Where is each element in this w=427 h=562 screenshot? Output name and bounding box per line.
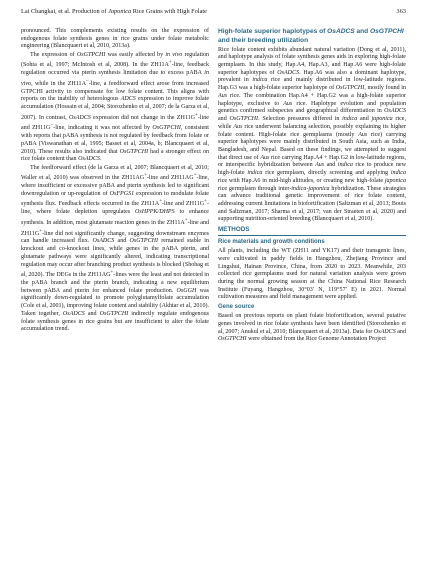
right-column: [218, 28, 406, 345]
paragraph: The expression of OsGTPCHI was easily affected by in vivo regulation (Sohta et al, 1997; McIntosh et al, 2008). In the ZH11A+-line, feedback regulation occurred via pterin synthesis limitation due to excess pABA in vivo, while in the ZH11A−-line, a feedforward effect arose from increased GTPCHI activity to compensate for low folate content. This aligns with reports on the inability of heterologous ADCS expression to improve folate accumulation (Hossain et al, 2004; Storozhenko et al, 2007; de la Garza et al, 2007). In contrast, OsADCS expression did not change in the ZH11G+-line and ZH11G−-line, indicating it was not affected by OsGTPCHI, consistent with reports that pABA synthesis is not regulated by feedback from folate or pABA (Viswanathan et al, 1995; Basset et al, 2004a, b; Blancquaert et al, 2010). These results also indicated that OsGTPCHI had a stronger effect on rice folate content than OsADCS.: [21, 51, 210, 163]
running-title: Lai Changkai, et al. Production of Japonica Rice Grains with High Folate: [21, 8, 207, 15]
page-number: 363: [396, 8, 406, 15]
left-column-body: [21, 28, 209, 334]
paragraph: pronounced. This complements existing results on the expression of endogenous folate synthesis genes in rice grains under folate metabolic engineering (Blancquaert et al, 2010, 2013a).: [21, 28, 209, 50]
right-column-body: [218, 47, 406, 225]
left-column: [21, 28, 209, 335]
section-heading-haplotypes: High-folate superior haplotypes of OsADCS and OsGTPCHI and their breeding utilization: [218, 28, 404, 44]
subsection-body-gene-source: [218, 313, 406, 344]
running-header: [21, 6, 406, 18]
paragraph: All plants, including the WT (ZH11 and YK17) and their transgenic lines, were cultivated in paddy fields in Hangzhou, Zhejiang Province and Lingshui, Hainan Province, China, from 2020 to 2023. Meanwhile, 203 collected rice germplasms used for natural variation analysis were grown during the normal growing season at the China National Rice Research Institute (Fuyang, Hangzhou, 30°03′ N, 119°57′ E) in 2021. Normal cultivation measures and field management were applied.: [218, 248, 406, 301]
subsection-body-rice-materials: [218, 248, 406, 302]
subsection-heading-rice-materials: Rice materials and growth conditions: [218, 239, 325, 246]
paragraph: Based on previous reports on plant folate biofortification, several putative genes involved in rice folate synthesis have been identified (Storozhenko et al, 2007; Anukul et al, 2010; Blancquaert et al, 2013a). Data for OsADCS and OsGTPCHI were obtained from the Rice Genome Annotation Project: [218, 313, 406, 343]
methods-heading: METHODS: [218, 226, 250, 234]
paragraph: The feedforward effect (de la Garza et al, 2007; Blancquaert et al, 2010; Waller et al, 2010) was observed in the ZH11AG+-line and ZH11AG+-line, where insufficient or excessive pABA and pterin synthesis led to significant downregulation or up-regulation of OsFPGS1 expression to modulate folate synthesis flux. Feedback effects occurred in the ZH11A+-line and ZH11G+-line, where folate depletion upregulates OsHPPK/DHPS to enhance synthesis. In addition, most glutamate reaction genes in the ZH11A+-line and ZH11G+-line did not significantly change, suggesting downstream enzymes can handle increased flux. OsADCS and OsGTPCHI remained stable in knockout and co-knockout lines, while genes in the pABA pterin, and glutamate pathways were significantly altered, indicating transcriptional regulation may occur after branching product synthesis is blocked (Shohag et al, 2020). The DEGs in the ZH11AG+-lines were the least and not detected in the pABA branch and the pterin branch, indicating a new equilibrium between pABA and pterin for enhanced folate production. OsGGH was significantly down-regulated to promote polyglutamylfolate accumulation (Cole et al, 2001), improving folate content and stability (Akhtar et al, 2010). Taken together, OsADCS and OsGTPCHI indirectly regulate endogenous folate synthesis genes in rice grains but are insufficient to alter the folate accumulation trend.: [21, 164, 210, 333]
methods-rule: [218, 235, 406, 236]
paragraph: Rice folate content exhibits abundant natural variation (Dong et al, 2011), and haplotype analysis of folate synthesis genes aids in exploring high-folate germplasm. In this study, Hap.A4, Hap.A3, and Hap.A6 were high-folate superior haplotypes of OsADCS. Hap.A6 was also a dominant haplotype, prevalent in indica rice and mainly distributed in low-latitude regions. Hap.G3 was a high-folate superior haplotype of OsGTPCHI, mostly found in Aus rice. The combination Hap.A4 + Hap.G2 was a high-folate superior haplotype, exclusive to Aus rice. Haplotype evolution and population genetics confirmed subspecies and geographical differentiation in OsADCS and OsGTPCHI. Selection pressures differed in indica and japonica rice, while Aus rice underwent balancing selection, possibly explaining its higher folate content. High-folate rice germplasms (mostly Aus rice) carrying superior haplotypes were mainly distributed in South Asia, such as India, Bangladesh, and Nepal. Based on these findings, we attempted to suggest that direct use of Aus rice carrying Hap.A4 + Hap.G2 in low-latitude regions, or interspecific hybridization between Aus and indica rice to produce new high-folate indica rice germplasm, directly screening and applying indica rice with Hap.A6 in mid-high altitudes, or creating new high-folate japonica rice germplasm through inter-indica-japonica hybridization. These strategies can advance traditional genetic improvement of rice folate content, addressing current limitations in biofortification (Saltzman et al, 2013; Bouis and Saltzman, 2017; Sharma et al, 2017; van der Straeten et al, 2020) and supporting nutrition-oriented breeding (Blancquaert et al, 2010).: [218, 46, 407, 223]
subsection-heading-gene-source: Gene source: [218, 304, 255, 311]
